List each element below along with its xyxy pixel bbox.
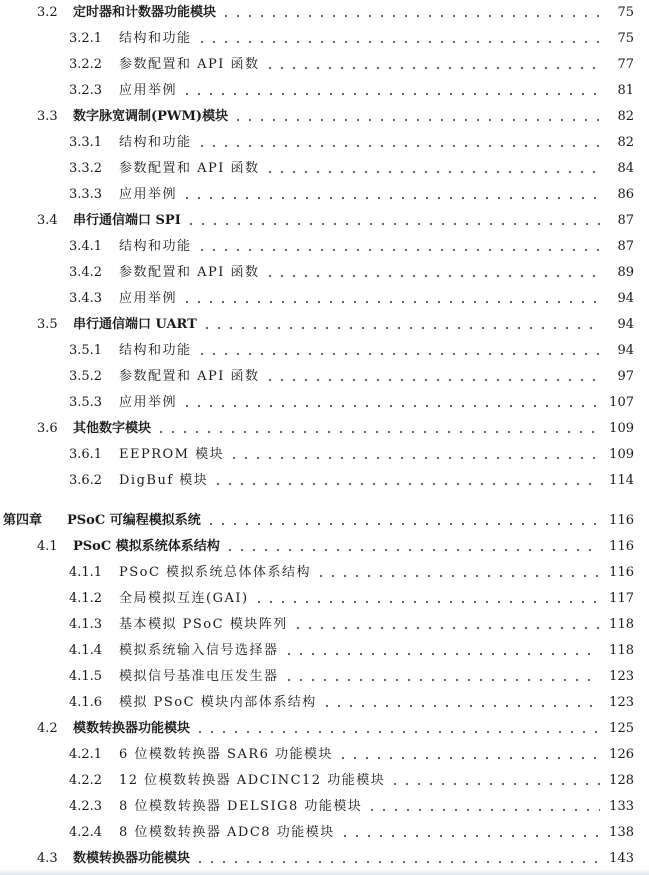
dot-leader [339, 822, 600, 844]
toc-entry-number: 4.1.6 [69, 695, 103, 710]
toc-entry-title: 数模转换器功能模块 [73, 851, 191, 866]
toc-entry[interactable] [0, 536, 649, 558]
toc-entry-title: 模拟系统输入信号选择器 [119, 643, 279, 658]
dot-leader [155, 418, 600, 440]
toc-entry-title: 结构和功能 [119, 239, 192, 254]
toc-entry-number: 4.1.4 [69, 643, 103, 658]
toc-entry-page: 81 [617, 83, 634, 98]
toc-entry-title: 12 位模数转换器 ADCINC12 功能模块 [119, 773, 386, 788]
toc-entry-number: 3.2 [37, 5, 58, 20]
toc-entry[interactable] [0, 158, 649, 180]
toc-entry-page: 109 [609, 447, 634, 462]
toc-entry[interactable] [0, 366, 649, 388]
toc-entry-title: 参数配置和 API 函数 [119, 161, 260, 176]
dot-leader [315, 562, 600, 584]
dot-leader [264, 54, 600, 76]
toc-entry[interactable] [0, 444, 649, 466]
toc-entry[interactable] [0, 132, 649, 154]
toc-entry-title: 8 位模数转换器 DELSIG8 功能模块 [119, 799, 363, 814]
toc-entry-number: 3.4.1 [69, 239, 103, 254]
toc-entry[interactable] [0, 744, 649, 766]
toc-entry-page: 128 [609, 773, 634, 788]
dot-leader [264, 158, 600, 180]
toc-entry-number: 3.2.3 [69, 83, 103, 98]
toc-entry-page: 118 [609, 617, 634, 632]
toc-entry-number: 3.4 [37, 213, 58, 228]
toc-entry-number: 3.6 [37, 421, 58, 436]
dot-leader [196, 28, 600, 50]
dot-leader [196, 236, 600, 258]
toc-entry-title: 模数转换器功能模块 [73, 721, 191, 736]
toc-entry-number: 4.1.3 [69, 617, 103, 632]
toc-entry[interactable] [0, 262, 649, 284]
dot-leader [292, 614, 600, 636]
toc-entry-page: 87 [617, 239, 634, 254]
toc-entry-page: 114 [609, 473, 634, 488]
toc-entry[interactable] [0, 80, 649, 102]
toc-entry[interactable] [0, 340, 649, 362]
dot-leader [196, 132, 600, 154]
dot-leader [212, 470, 600, 492]
toc-entry[interactable] [0, 288, 649, 310]
dot-leader [181, 184, 600, 206]
toc-entry-title: 基本模拟 PSoC 模块阵列 [119, 617, 288, 632]
dot-leader [389, 770, 600, 792]
dot-leader [253, 588, 600, 610]
dot-leader [228, 444, 600, 466]
toc-entry-number: 4.1.2 [69, 591, 103, 606]
toc-entry-title: 参数配置和 API 函数 [119, 369, 260, 384]
toc-entry-number: 4.2 [37, 721, 58, 736]
toc-entry-page: 125 [609, 721, 634, 736]
toc-entry-title: 结构和功能 [119, 135, 192, 150]
toc-entry-title: DigBuf 模块 [119, 473, 209, 488]
dot-leader [194, 848, 600, 870]
toc-entry[interactable] [0, 770, 649, 792]
toc-entry-title: 8 位模数转换器 ADC8 功能模块 [119, 825, 335, 840]
toc-entry-number: 3.6.2 [69, 473, 103, 488]
toc-entry-title: 串行通信端口 SPI [73, 213, 181, 228]
toc-entry-page: 123 [609, 669, 634, 684]
dot-leader [196, 340, 600, 362]
toc-entry[interactable] [0, 392, 649, 414]
dot-leader [224, 536, 600, 558]
toc-entry[interactable] [0, 588, 649, 610]
toc-entry-number: 3.5.2 [69, 369, 103, 384]
toc-entry-title: 串行通信端口 UART [73, 317, 197, 332]
toc-entry[interactable] [0, 718, 649, 740]
toc-entry-title: 数字脉宽调制(PWM)模块 [73, 109, 229, 124]
toc-entry-page: 126 [609, 747, 634, 762]
toc-entry-number: 4.1 [37, 539, 58, 554]
toc-entry-number: 第四章 [3, 513, 43, 528]
toc-entry-title: PSoC 可编程模拟系统 [67, 513, 201, 528]
toc-entry-page: 107 [609, 395, 634, 410]
toc-entry-title: PSoC 模拟系统总体体系结构 [119, 565, 312, 580]
toc-entry[interactable] [0, 640, 649, 662]
dot-leader [194, 718, 600, 740]
toc-entry-number: 3.3.1 [69, 135, 103, 150]
toc-entry-number: 4.1.1 [69, 565, 103, 580]
dot-leader [321, 692, 600, 714]
dot-leader [283, 666, 600, 688]
dot-leader [181, 80, 600, 102]
toc-entry-page: 82 [617, 135, 634, 150]
toc-entry[interactable] [0, 692, 649, 714]
toc-entry-title: 定时器和计数器功能模块 [73, 5, 217, 20]
toc-entry[interactable] [0, 822, 649, 844]
toc-entry[interactable] [0, 28, 649, 50]
toc-entry-page: 94 [617, 317, 634, 332]
toc-entry-number: 3.4.2 [69, 265, 103, 280]
page-bottom-edge [0, 869, 649, 875]
dot-leader [337, 744, 600, 766]
toc-entry-page: 116 [609, 513, 634, 528]
dot-leader [232, 106, 600, 128]
toc-entry-number: 3.6.1 [69, 447, 103, 462]
toc-entry-title: EEPROM 模块 [119, 447, 225, 462]
toc-entry-page: 138 [609, 825, 634, 840]
toc-entry-title: 模拟信号基准电压发生器 [119, 669, 279, 684]
toc-entry-number: 3.3 [37, 109, 58, 124]
toc-entry[interactable] [0, 210, 649, 232]
toc-entry-number: 3.5.3 [69, 395, 103, 410]
toc-entry-page: 109 [609, 421, 634, 436]
dot-leader [181, 392, 600, 414]
toc-entry-number: 4.2.3 [69, 799, 103, 814]
toc-entry-title: 其他数字模块 [73, 421, 152, 436]
dot-leader [283, 640, 600, 662]
toc-entry[interactable] [0, 418, 649, 440]
toc-entry-page: 86 [617, 187, 634, 202]
toc-entry-number: 3.2.1 [69, 31, 103, 46]
toc-entry-title: 模拟 PSoC 模块内部体系结构 [119, 695, 317, 710]
toc-entry-page: 116 [609, 565, 634, 580]
toc-entry-page: 116 [609, 539, 634, 554]
toc-entry[interactable] [0, 848, 649, 870]
toc-entry[interactable] [0, 314, 649, 336]
toc-entry[interactable] [0, 562, 649, 584]
toc-entry[interactable] [0, 2, 649, 24]
dot-leader [366, 796, 600, 818]
toc-entry-page: 123 [609, 695, 634, 710]
toc-entry-page: 87 [617, 213, 634, 228]
toc-entry-page: 89 [617, 265, 634, 280]
toc-entry-number: 3.5.1 [69, 343, 103, 358]
dot-leader [264, 366, 600, 388]
dot-leader [181, 288, 600, 310]
toc-entry-number: 4.3 [37, 851, 58, 866]
toc-entry-title: 结构和功能 [119, 343, 192, 358]
toc-entry[interactable] [0, 796, 649, 818]
toc-entry[interactable] [0, 666, 649, 688]
toc-entry-page: 143 [609, 851, 634, 866]
toc-entry-title: 结构和功能 [119, 31, 192, 46]
toc-entry-title: 参数配置和 API 函数 [119, 57, 260, 72]
toc-entry-page: 75 [617, 31, 634, 46]
toc-entry[interactable] [0, 236, 649, 258]
toc-entry-title: 应用举例 [119, 187, 178, 202]
toc-entry-number: 4.2.2 [69, 773, 103, 788]
toc-entry-page: 94 [617, 343, 634, 358]
dot-leader [185, 210, 600, 232]
toc-entry[interactable] [0, 510, 649, 532]
toc-entry-page: 94 [617, 291, 634, 306]
toc-entry-number: 3.5 [37, 317, 58, 332]
toc-entry-number: 4.2.1 [69, 747, 103, 762]
toc-entry-number: 3.2.2 [69, 57, 103, 72]
toc-entry-number: 4.1.5 [69, 669, 103, 684]
toc-entry-number: 4.2.4 [69, 825, 103, 840]
dot-leader [264, 262, 600, 284]
toc-entry-title: PSoC 模拟系统体系结构 [73, 539, 220, 554]
toc-entry-title: 应用举例 [119, 83, 178, 98]
toc-entry-page: 118 [609, 643, 634, 658]
toc-entry[interactable] [0, 614, 649, 636]
toc-entry-number: 3.3.2 [69, 161, 103, 176]
dot-leader [205, 510, 600, 532]
toc-entry-page: 82 [617, 109, 634, 124]
toc-entry-title: 参数配置和 API 函数 [119, 265, 260, 280]
toc-entry-page: 75 [617, 5, 634, 20]
toc-entry-title: 6 位模数转换器 SAR6 功能模块 [119, 747, 334, 762]
toc-entry-page: 77 [617, 57, 634, 72]
toc-entry-title: 应用举例 [119, 291, 178, 306]
toc-entry-page: 84 [617, 161, 634, 176]
toc-entry[interactable] [0, 106, 649, 128]
dot-leader [220, 2, 600, 24]
toc-entry-page: 133 [609, 799, 634, 814]
toc-entry-page: 117 [609, 591, 634, 606]
toc-entry-number: 3.4.3 [69, 291, 103, 306]
toc-entry[interactable] [0, 54, 649, 76]
toc-entry-title: 应用举例 [119, 395, 178, 410]
toc-entry-number: 3.3.3 [69, 187, 103, 202]
dot-leader [201, 314, 600, 336]
toc-entry-page: 97 [617, 369, 634, 384]
toc-entry-title: 全局模拟互连(GAI) [119, 591, 249, 606]
toc-entry[interactable] [0, 470, 649, 492]
toc-entry[interactable] [0, 184, 649, 206]
